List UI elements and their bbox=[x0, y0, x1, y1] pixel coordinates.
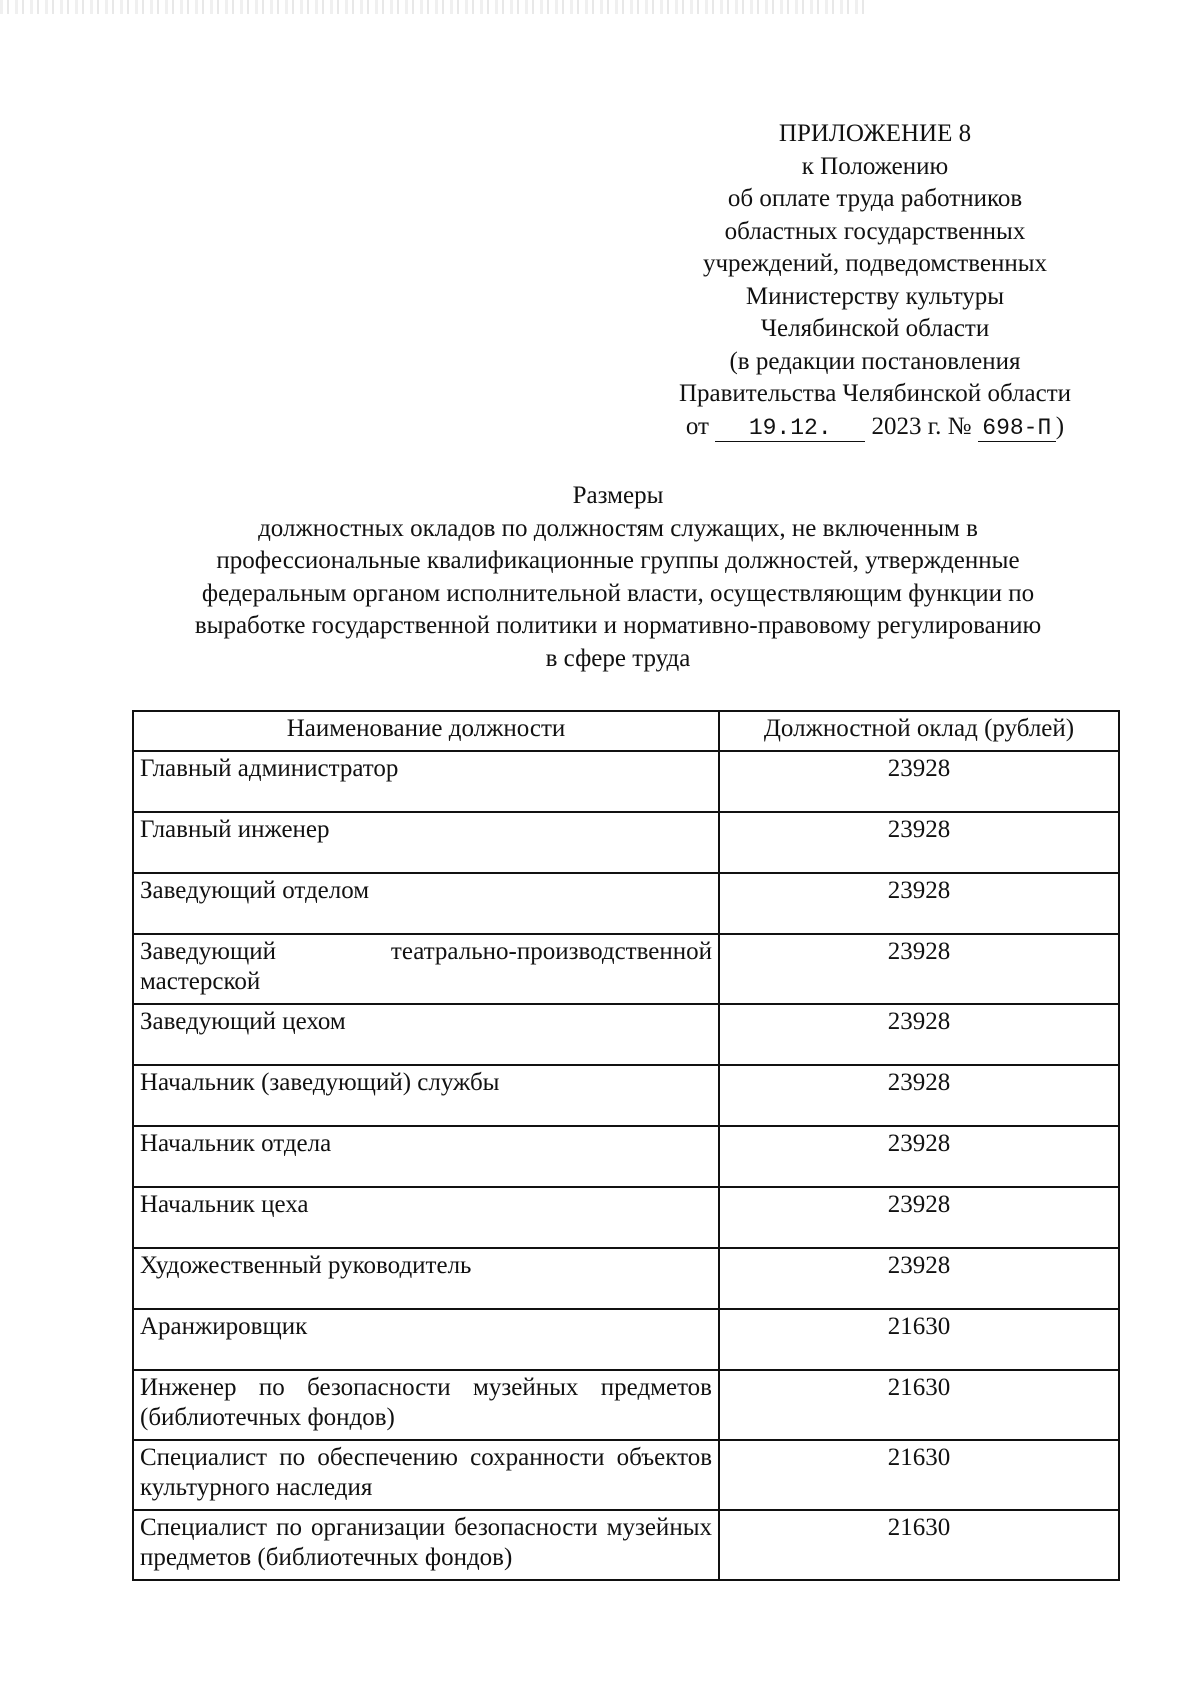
salary-value: 21630 bbox=[719, 1510, 1119, 1580]
salary-value: 23928 bbox=[719, 1004, 1119, 1065]
salary-value: 23928 bbox=[719, 934, 1119, 1004]
title-line: должностных окладов по должностям служащих, не включенным в bbox=[258, 514, 978, 542]
table-row bbox=[133, 1440, 1119, 1510]
table-row bbox=[133, 873, 1119, 934]
appendix-line: Челябинской области bbox=[760, 315, 990, 342]
position-name: Инженер по безопасности музейных предметов (библиотечных фондов) bbox=[133, 1370, 719, 1440]
salary-value: 21630 bbox=[719, 1370, 1119, 1440]
title-line: профессиональные квалификационные группы должностей, утвержденные bbox=[216, 547, 1020, 574]
closing-paren: ) bbox=[1055, 412, 1065, 440]
position-name: Главный администратор bbox=[133, 751, 719, 812]
salary-value: 23928 bbox=[719, 1126, 1119, 1187]
salary-value: 21630 bbox=[719, 1309, 1119, 1370]
appendix-line: об оплате труда работников bbox=[727, 185, 1023, 212]
document-title bbox=[120, 480, 1116, 675]
position-name: Начальник (заведующий) службы bbox=[133, 1065, 719, 1126]
salary-value: 23928 bbox=[719, 751, 1119, 812]
salary-value: 23928 bbox=[719, 1248, 1119, 1309]
appendix-line: Министерству культуры bbox=[745, 282, 1005, 310]
column-header-salary: Должностной оклад (рублей) bbox=[719, 711, 1119, 751]
position-name: Заведующий цехом bbox=[133, 1004, 719, 1065]
title-line: выработке государственной политики и нормативно-правовому регулированию bbox=[194, 612, 1042, 639]
table-row bbox=[133, 1248, 1119, 1309]
position-name: Заведующий театрально-производственной мастерской bbox=[133, 934, 719, 1004]
title-line: федеральным органом исполнительной власти, осуществляющим функции по bbox=[201, 579, 1035, 607]
table-row bbox=[133, 812, 1119, 873]
appendix-line: к Положению bbox=[801, 152, 949, 180]
position-name: Специалист по обеспечению сохранности объектов культурного наследия bbox=[133, 1440, 719, 1510]
salary-value: 21630 bbox=[719, 1440, 1119, 1510]
table-row bbox=[133, 1510, 1119, 1580]
salary-value: 23928 bbox=[719, 812, 1119, 873]
title-line: в сфере труда bbox=[545, 644, 691, 672]
resolution-date-line bbox=[640, 411, 1110, 444]
table-row bbox=[133, 934, 1119, 1004]
appendix-line: Правительства Челябинской области bbox=[678, 380, 1072, 407]
position-name: Специалист по организации безопасности музейных предметов (библиотечных фондов) bbox=[133, 1510, 719, 1580]
title-heading: Размеры bbox=[572, 482, 664, 509]
table-row bbox=[133, 1126, 1119, 1187]
appendix-line: (в редакции постановления bbox=[729, 347, 1021, 375]
salary-value: 23928 bbox=[719, 1187, 1119, 1248]
table-row bbox=[133, 1309, 1119, 1370]
table-row bbox=[133, 751, 1119, 812]
table-row bbox=[133, 1187, 1119, 1248]
appendix-title: ПРИЛОЖЕНИЕ 8 bbox=[778, 120, 972, 147]
appendix-line: областных государственных bbox=[724, 217, 1026, 245]
column-header-position: Наименование должности bbox=[133, 711, 719, 751]
table-row bbox=[133, 1065, 1119, 1126]
scan-artifact bbox=[0, 0, 870, 14]
resolution-number: 698-П bbox=[978, 415, 1056, 442]
resolution-date: 19.12. bbox=[715, 415, 865, 442]
appendix-header bbox=[640, 118, 1110, 443]
position-name: Начальник отдела bbox=[133, 1126, 719, 1187]
table-header-row bbox=[133, 711, 1119, 751]
resolution-year: 2023 г. № bbox=[871, 412, 972, 440]
table-row bbox=[133, 1004, 1119, 1065]
date-prefix: от bbox=[685, 412, 709, 440]
position-name: Главный инженер bbox=[133, 812, 719, 873]
salary-table bbox=[132, 710, 1120, 1581]
position-name: Начальник цеха bbox=[133, 1187, 719, 1248]
position-name: Аранжировщик bbox=[133, 1309, 719, 1370]
position-name: Заведующий отделом bbox=[133, 873, 719, 934]
salary-value: 23928 bbox=[719, 873, 1119, 934]
position-name: Художественный руководитель bbox=[133, 1248, 719, 1309]
salary-value: 23928 bbox=[719, 1065, 1119, 1126]
table-row bbox=[133, 1370, 1119, 1440]
appendix-line: учреждений, подведомственных bbox=[702, 250, 1048, 277]
